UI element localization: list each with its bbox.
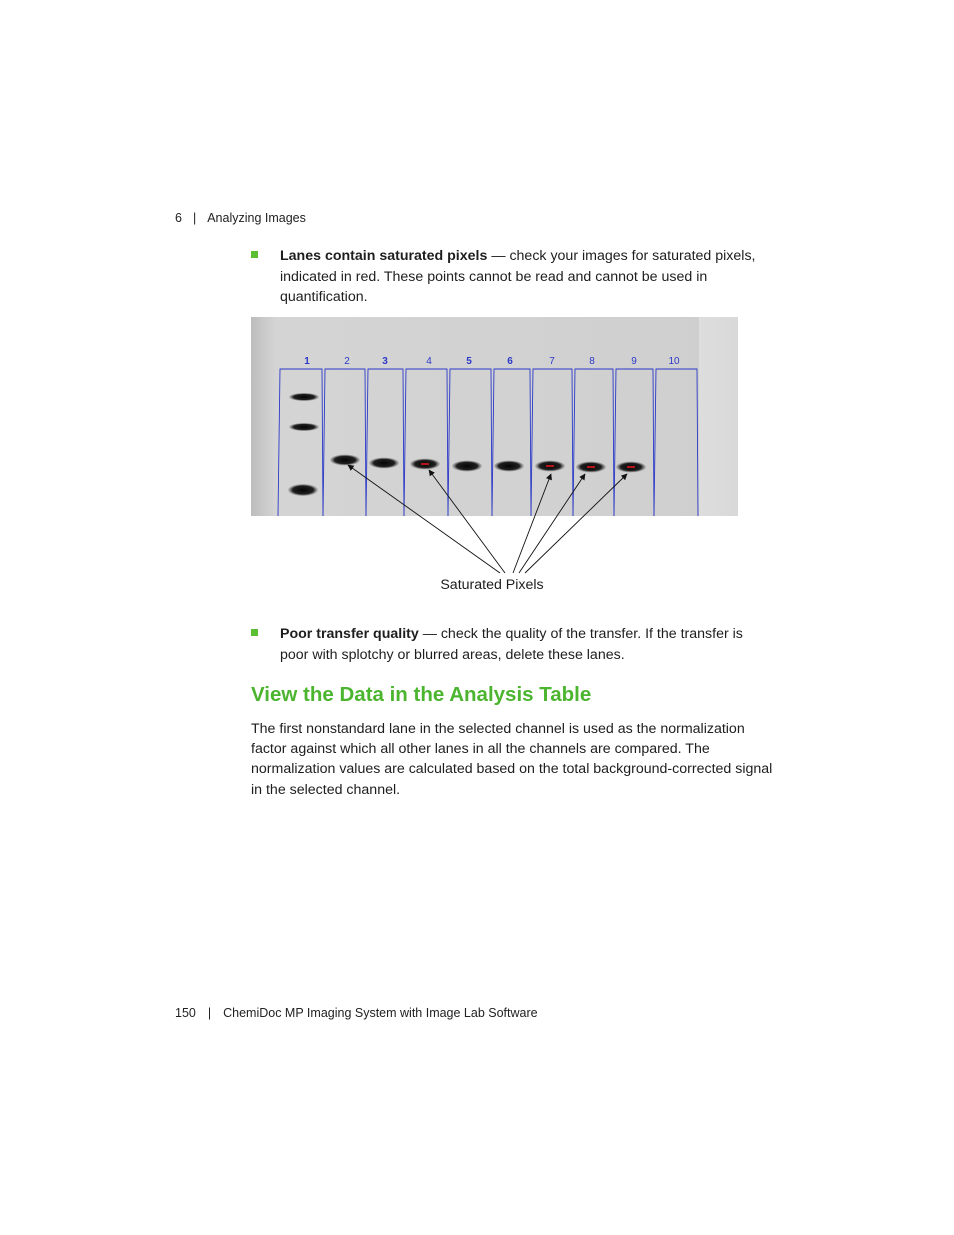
running-header [175,211,306,225]
header-page-number: 6 [175,211,182,225]
lane-label: 10 [668,356,680,367]
lane-label: 1 [304,356,310,367]
section-title: View the Data in the Analysis Table [251,683,592,706]
figure-caption: Saturated Pixels [440,577,544,593]
lane-label: 4 [426,356,432,367]
ladder-band [288,484,318,496]
ladder-band [289,393,319,401]
footer-title: ChemiDoc MP Imaging System with Image Lab Software [223,1006,538,1020]
header-separator: | [192,211,197,225]
bullet-poor-transfer [251,624,771,665]
lane-label: 6 [507,356,513,367]
bullet-label: Lanes contain saturated pixels [280,248,488,264]
sample-band [494,461,524,472]
sample-band [452,461,482,472]
footer-separator: | [207,1006,212,1020]
running-footer [175,1006,538,1020]
bullet-label: Poor transfer quality [280,626,419,642]
blot-right-edge [699,317,738,516]
lane-label: 7 [549,356,555,367]
bullet-saturated-pixels [251,246,771,308]
lane-label: 9 [631,356,637,367]
bullet-body: — check your images for saturated pixels, indicated in red. These points cannot be read and cannot be used in quantification. [280,248,756,305]
sample-band [330,455,360,466]
saturated-pixel-mark [587,466,595,468]
ladder-band [289,423,319,431]
lane-label: 3 [382,356,388,367]
bullet-body: — check the quality of the transfer. If the transfer is poor with splotchy or blurred areas, delete these lanes. [280,626,743,663]
section-paragraph: The first nonstandard lane in the selected channel is used as the normalization factor against which all other lanes in all the channels are compared. The normalization values are calculated based on the total background-corrected signal in the selected channel. [251,721,773,798]
bullet-text [280,246,771,308]
sample-band [369,458,399,469]
lane-label: 2 [344,356,350,367]
saturated-pixel-mark [546,465,554,467]
bullet-square-icon [251,629,258,636]
bullet-square-icon [251,251,258,258]
footer-page-number: 150 [175,1006,196,1020]
saturated-pixel-mark [627,466,635,468]
saturated-pixel-mark [421,463,429,465]
bullet-text [280,624,771,665]
lane-label: 5 [466,356,472,367]
header-title: Analyzing Images [207,211,306,225]
lane-label: 8 [589,356,595,367]
gel-blot-image [251,317,738,607]
gel-figure [251,317,738,607]
